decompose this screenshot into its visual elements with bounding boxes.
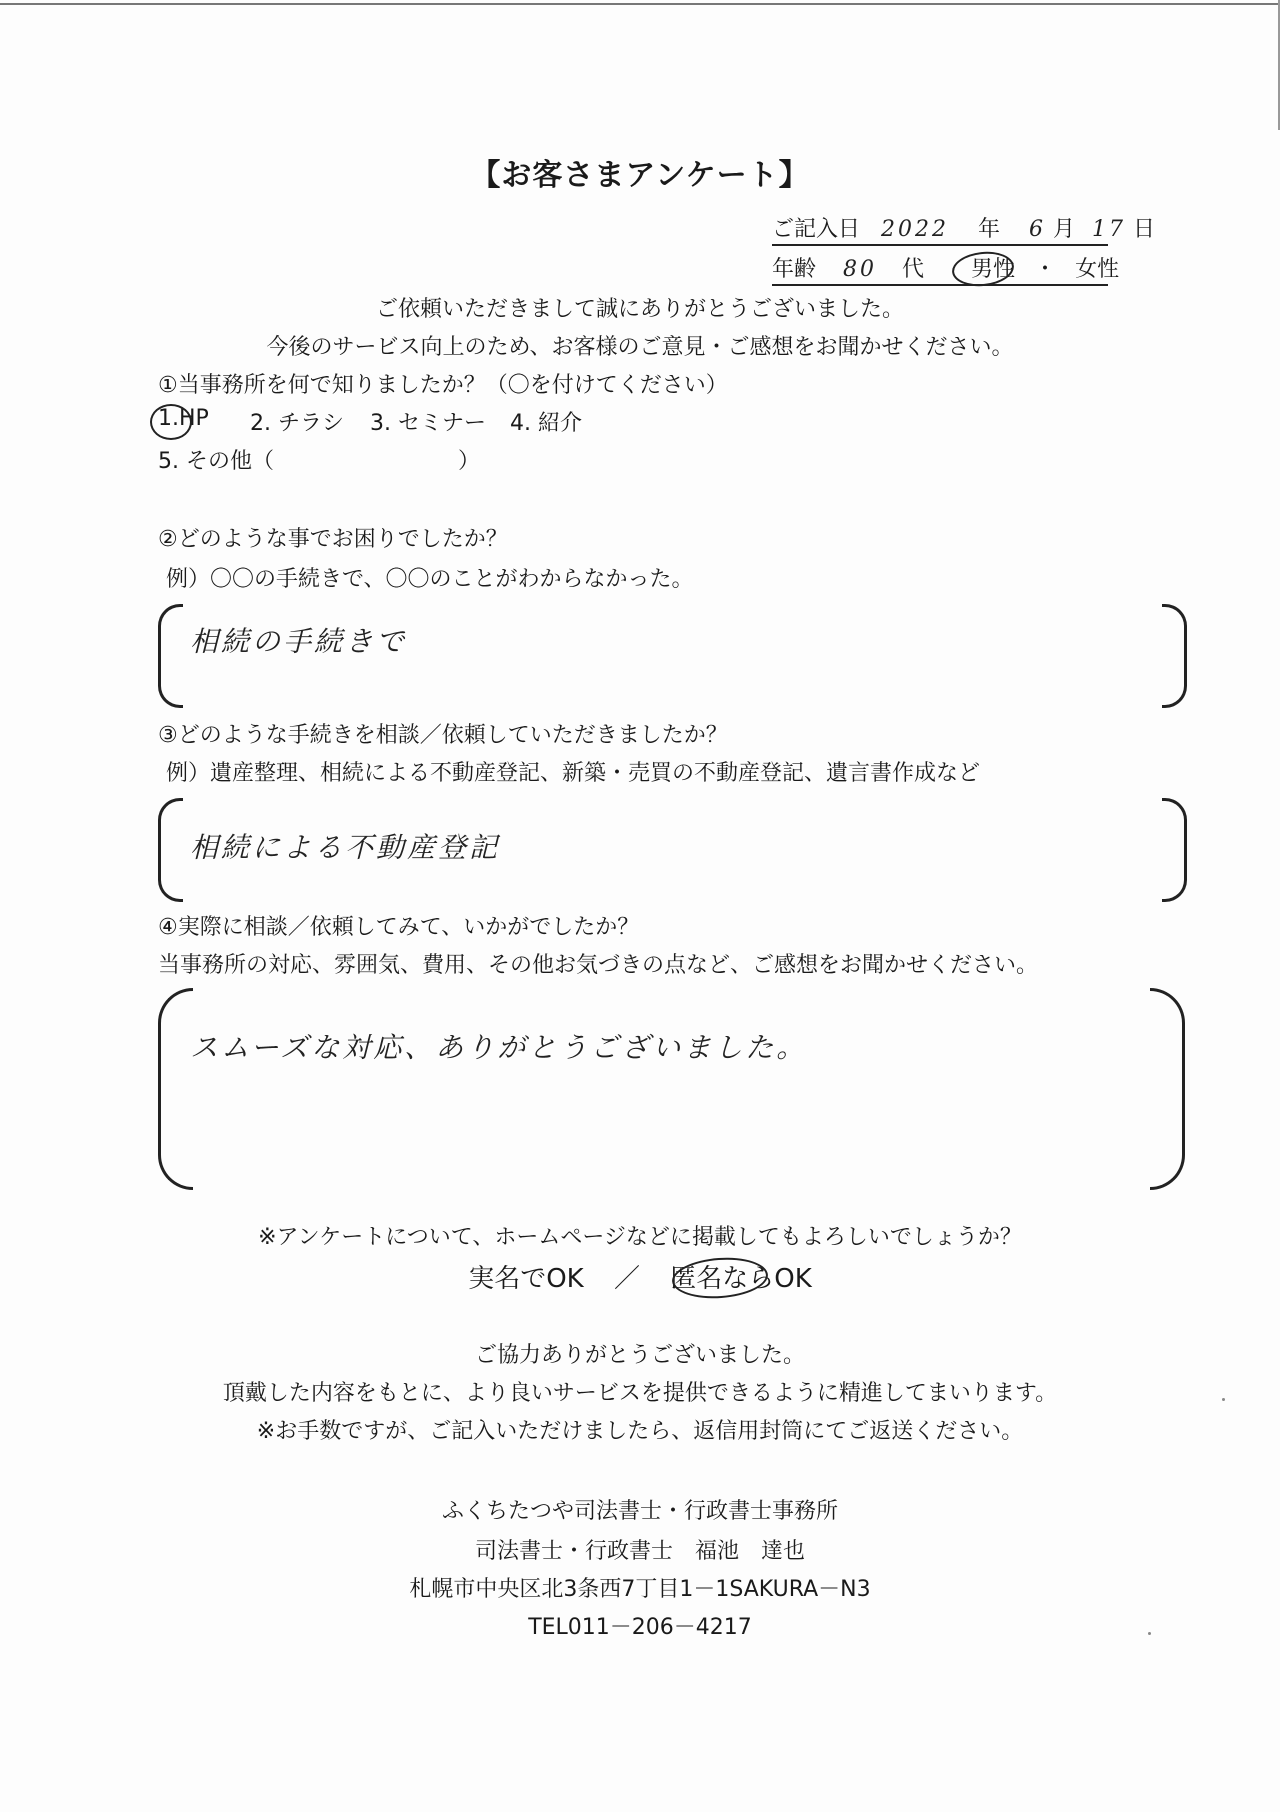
publish-question: ※アンケートについて、ホームページなどに掲載してもよろしいでしょうか？ (258, 1225, 1022, 1250)
q1-option-5-close: ） (458, 449, 481, 474)
closing-line-2: 頂戴した内容をもとに、より良いサービスを提供できるように精進してまいります。 (222, 1381, 1058, 1406)
q2-answer[interactable]: 相続の手続きで (190, 625, 408, 658)
q2-bracket-left (158, 604, 183, 708)
q3-example: 例）遺産整理、相続による不動産登記、新築・売買の不動産登記、遺言書作成など (166, 761, 981, 786)
publish-real-name[interactable]: 実名でOK (468, 1264, 584, 1294)
entry-month: 6 (1029, 217, 1047, 242)
publish-anonymous[interactable]: 匿名ならOK (670, 1264, 812, 1294)
office-person: 司法書士・行政書士 福池 達也 (474, 1539, 805, 1564)
closing-line-1: ご協力ありがとうございました。 (474, 1343, 805, 1368)
scan-speck (1148, 1632, 1151, 1635)
q4-answer[interactable]: スムーズな対応、ありがとうございました。 (190, 1031, 808, 1064)
q3-bracket-right (1162, 798, 1187, 902)
gender-male: 男性 (971, 257, 1016, 282)
entry-day: 17 (1092, 217, 1127, 242)
gender-female: 女性 (1075, 257, 1120, 282)
q3-question: ③どのような手続きを相談／依頼していただきましたか？ (158, 723, 728, 748)
entry-date-label: ご記入日 (772, 217, 861, 242)
q4-bracket-right (1150, 988, 1185, 1190)
office-tel: TEL011－206－4217 (528, 1615, 752, 1640)
gender-separator: ・ (1034, 257, 1057, 282)
publish-slash: ／ (613, 1264, 640, 1294)
q1-option-5[interactable]: 5. その他（ (158, 449, 274, 474)
age-gender-line (772, 252, 1120, 286)
q1-option-3[interactable]: 3. セミナー (370, 411, 486, 436)
entry-month-unit: 月 (1053, 217, 1076, 242)
office-address: 札幌市中央区北3条西7丁目1－1SAKURA－N3 (409, 1577, 871, 1602)
age-value: 80 (843, 257, 878, 282)
q1-option-1-circle (150, 404, 192, 440)
intro-line-1: ご依頼いただきまして誠にありがとうございました。 (375, 297, 904, 322)
scan-edge-top (0, 3, 1280, 5)
age-label: 年齢 (772, 257, 817, 282)
entry-date-line (772, 212, 1156, 246)
q1-option-2[interactable]: 2. チラシ (250, 411, 344, 436)
entry-year: 2022 (881, 217, 950, 242)
q1-question: ①当事務所を何で知りましたか？（〇を付けてください） (158, 373, 728, 398)
entry-day-unit: 日 (1133, 217, 1156, 242)
q3-bracket-left (158, 798, 183, 902)
closing-line-3: ※お手数ですが、ご記入いただけましたら、返信用封筒にてご返送ください。 (256, 1419, 1024, 1444)
intro-line-2: 今後のサービス向上のため、お客様のご意見・ご感想をお聞かせください。 (266, 335, 1014, 360)
office-name: ふくちたつや司法書士・行政書士事務所 (441, 1499, 838, 1524)
publish-choices (0, 1258, 1280, 1295)
scan-speck (1222, 1398, 1225, 1401)
entry-year-unit: 年 (978, 217, 1001, 242)
q1-option-4[interactable]: 4. 紹介 (510, 411, 582, 436)
age-unit: 代 (902, 257, 925, 282)
q2-question: ②どのような事でお困りでしたか？ (158, 527, 508, 552)
q4-example: 当事務所の対応、雰囲気、費用、その他お気づきの点など、ご感想をお聞かせください。 (158, 953, 1039, 978)
q2-example: 例）〇〇の手続きで、〇〇のことがわからなかった。 (166, 567, 694, 592)
q1-option-1[interactable]: 1.HP (158, 406, 209, 431)
q2-bracket-right (1162, 604, 1187, 708)
q4-question: ④実際に相談／依頼してみて、いかがでしたか？ (158, 915, 640, 940)
q4-bracket-left (158, 988, 193, 1190)
q3-answer[interactable]: 相続による不動産登記 (190, 831, 501, 864)
page-title: 【お客さまアンケート】 (470, 158, 810, 193)
